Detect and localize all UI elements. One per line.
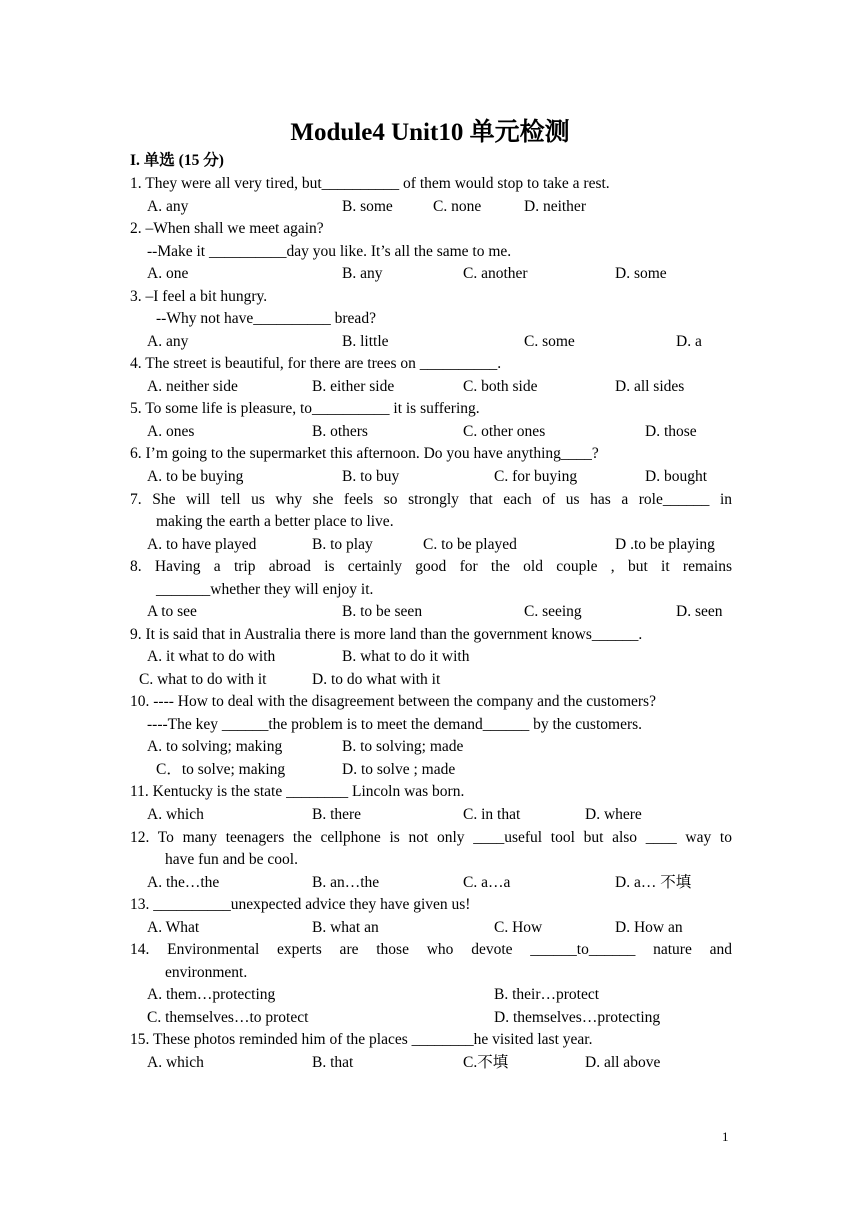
question-2-line2: --Make it __________day you like. It’s all the same to me. [147, 243, 512, 260]
question-8-line2: _______whether they will enjoy it. [156, 581, 374, 598]
section-heading: I. 单选 (15 分) [130, 152, 224, 169]
option-11a: A. which [147, 806, 204, 823]
question-6: 6. I’m going to the supermarket this afternoon. Do you have anything____? [130, 445, 599, 462]
question-3: 3. –I feel a bit hungry. [130, 288, 268, 305]
page-title: Module4 Unit10 单元检测 [290, 119, 570, 146]
option-1d: D. neither [524, 198, 586, 215]
question-1: 1. They were all very tired, but__________ of them would stop to take a rest. [130, 175, 610, 192]
option-12a: A. the…the [147, 874, 220, 891]
option-11d: D. where [585, 806, 642, 823]
option-15c: C.不填 [463, 1054, 509, 1071]
option-4b: B. either side [312, 378, 395, 395]
question-7: 7. She will tell us why she feels so strongly that each of us has a role______ in [130, 491, 732, 508]
question-8: 8. Having a trip abroad is certainly good for the old couple , but it remains [130, 558, 732, 575]
option-3d: D. a [676, 333, 702, 350]
option-4a: A. neither side [147, 378, 238, 395]
option-13d: D. How an [615, 919, 683, 936]
option-2d: D. some [615, 265, 667, 282]
question-9: 9. It is said that in Australia there is more land than the government knows______. [130, 626, 643, 643]
question-10-line2: ----The key ______the problem is to meet the demand______ by the customers. [147, 716, 643, 733]
option-8c: C. seeing [524, 603, 582, 620]
option-1b: B. some [342, 198, 393, 215]
option-7c: C. to be played [423, 536, 517, 553]
option-6d: D. bought [645, 468, 707, 485]
option-8d: D. seen [676, 603, 723, 620]
option-4c: C. both side [463, 378, 538, 395]
option-6c: C. for buying [494, 468, 578, 485]
option-12c: C. a…a [463, 874, 511, 891]
option-9d: D. to do what with it [312, 671, 441, 688]
question-10: 10. ---- How to deal with the disagreement between the company and the customers? [130, 693, 656, 710]
question-14: 14. Environmental experts are those who devote ______to______ nature and [130, 941, 732, 958]
question-7-line2: making the earth a better place to live. [156, 513, 394, 530]
question-2: 2. –When shall we meet again? [130, 220, 324, 237]
option-14d: D. themselves…protecting [494, 1009, 661, 1026]
question-12-line2: have fun and be cool. [165, 851, 298, 868]
option-9a: A. it what to do with [147, 648, 276, 665]
question-4: 4. The street is beautiful, for there are trees on __________. [130, 355, 502, 372]
option-3a: A. any [147, 333, 189, 350]
option-8b: B. to be seen [342, 603, 423, 620]
option-10c: C．to solve; making [156, 761, 286, 778]
option-7d: D .to be playing [615, 536, 715, 553]
option-14a: A. them…protecting [147, 986, 276, 1003]
option-2c: C. another [463, 265, 528, 282]
page-number: 1 [722, 1129, 729, 1144]
option-11b: B. there [312, 806, 362, 823]
option-9b: B. what to do it with [342, 648, 470, 665]
option-6b: B. to buy [342, 468, 400, 485]
option-4d: D. all sides [615, 378, 685, 395]
option-12d: D. a… 不填 [615, 874, 692, 891]
option-9c: C. what to do with it [139, 671, 267, 688]
option-1a: A. any [147, 198, 189, 215]
option-5b: B. others [312, 423, 368, 440]
option-2a: A. one [147, 265, 189, 282]
option-1c: C. none [433, 198, 482, 215]
option-10a: A. to solving; making [147, 738, 283, 755]
option-5c: C. other ones [463, 423, 546, 440]
option-2b: B. any [342, 265, 383, 282]
option-7b: B. to play [312, 536, 373, 553]
question-5: 5. To some life is pleasure, to__________ it is suffering. [130, 400, 480, 417]
option-15d: D. all above [585, 1054, 661, 1071]
question-12: 12. To many teenagers the cellphone is not only ____useful tool but also ____ way to [130, 829, 732, 846]
option-7a: A. to have played [147, 536, 257, 553]
question-15: 15. These photos reminded him of the places ________he visited last year. [130, 1031, 593, 1048]
option-13a: A. What [147, 919, 200, 936]
option-8a: A to see [147, 603, 197, 620]
option-14c: C. themselves…to protect [147, 1009, 309, 1026]
option-3b: B. little [342, 333, 389, 350]
option-5d: D. those [645, 423, 697, 440]
option-12b: B. an…the [312, 874, 380, 891]
option-15b: B. that [312, 1054, 354, 1071]
option-11c: C. in that [463, 806, 521, 823]
option-10b: B. to solving; made [342, 738, 464, 755]
question-14-line2: environment. [165, 964, 248, 981]
option-14b: B. their…protect [494, 986, 600, 1003]
question-3-line2: --Why not have__________ bread? [156, 310, 376, 327]
option-6a: A. to be buying [147, 468, 244, 485]
question-11: 11. Kentucky is the state ________ Lincoln was born. [130, 783, 465, 800]
option-15a: A. which [147, 1054, 204, 1071]
question-13: 13. __________unexpected advice they have given us! [130, 896, 471, 913]
option-5a: A. ones [147, 423, 195, 440]
option-10d: D. to solve ; made [342, 761, 456, 778]
option-13b: B. what an [312, 919, 379, 936]
option-3c: C. some [524, 333, 575, 350]
option-13c: C. How [494, 919, 543, 936]
